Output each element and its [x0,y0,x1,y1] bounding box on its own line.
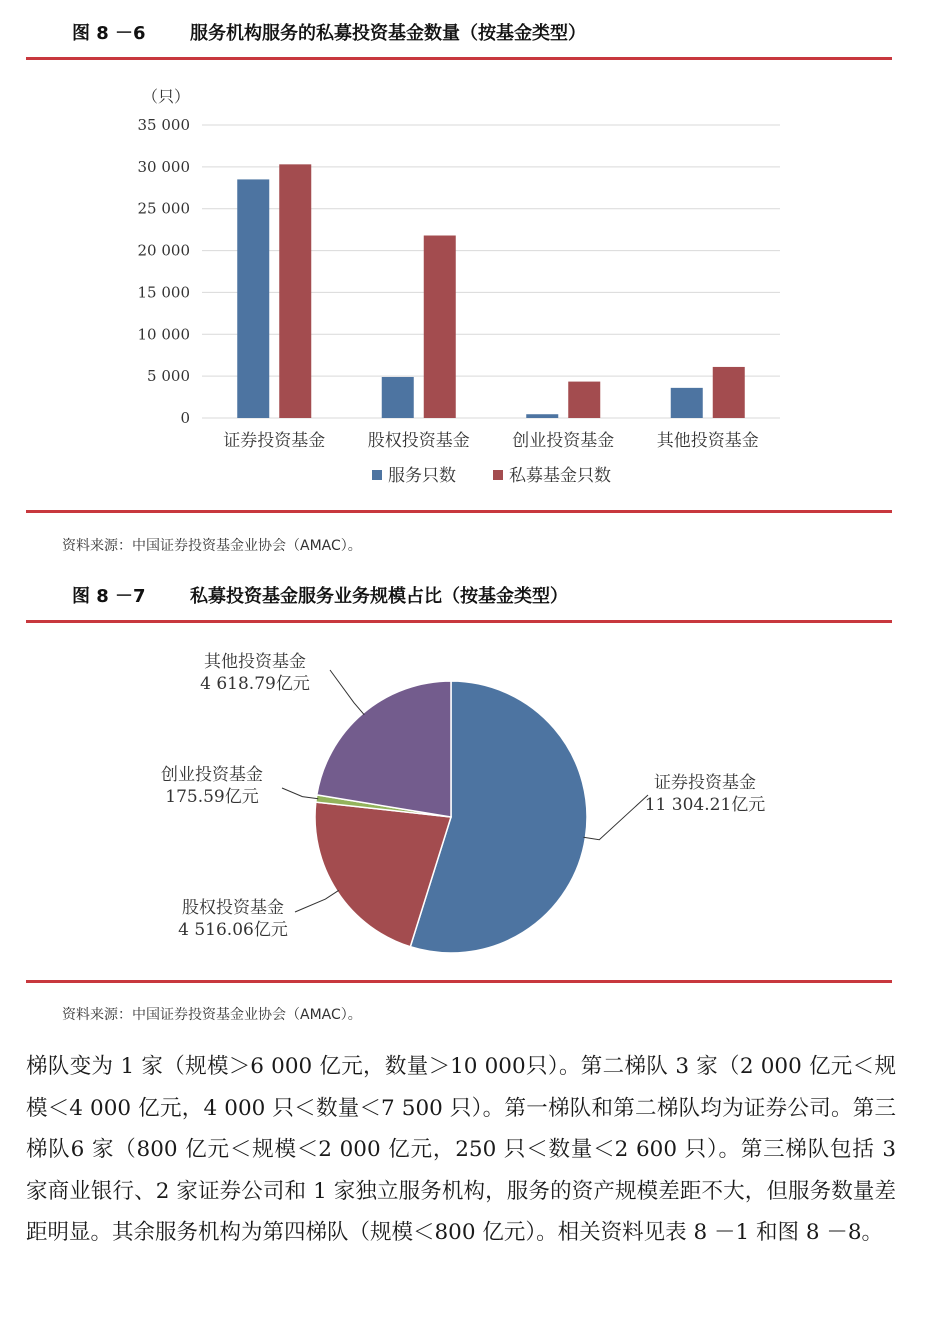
figure-7-bottom-rule [26,980,892,983]
figure-6-top-rule [26,57,892,60]
leader-line [330,670,364,715]
x-tick-label: 其他投资基金 [656,431,759,451]
y-tick-label: 15 000 [137,283,190,302]
legend-label: 私募基金只数 [509,466,611,486]
figure-6-caption: 服务机构服务的私募投资基金数量（按基金类型） [190,23,586,44]
slice-value-label: 4 516.06亿元 [178,920,288,940]
slice-value-label: 11 304.21亿元 [644,795,766,815]
x-tick-label: 证券投资基金 [223,431,326,451]
y-tick-label: 25 000 [137,199,190,218]
figure-7-source: 资料来源：中国证券投资基金业协会（AMAC）。 [62,1007,362,1023]
y-axis-unit-label: （只） [141,87,191,106]
figure-7-number: 图 8 －7 [72,586,146,607]
figure-6-title [72,19,586,45]
bar-fund-count [713,367,745,418]
pie-slice [317,681,451,817]
legend-swatch [372,470,382,480]
leader-line [583,795,648,840]
bar-service-count [382,377,414,418]
body-paragraph: 梯队变为 1 家（规模＞6 000 亿元，数量＞10 000只）。第二梯队 3 家（2 000 亿元＜规模＜4 000 亿元，4 000 只＜数量＜7 500 只）。第一梯队和第二梯队均为证券公司。第三梯队6 家（800 亿元＜规模＜2 000 亿元，250 只＜数量＜2 600 只）。第三梯队包括 3 家商业银行、2 家证券公司和 1 家独立服务机构，服务的资产规模差距不大，但服务数量差距明显。其余服务机构为第四梯队（规模＜800 亿元）。相关资料见表 8 －1 和图 8 －8。 [26,1054,896,1245]
legend-label: 服务只数 [388,466,456,486]
pie-chart [0,630,925,970]
y-tick-label: 0 [180,409,190,427]
bar-fund-count [568,382,600,418]
slice-name-label: 证券投资基金 [654,773,756,793]
bar-service-count [526,414,558,418]
figure-7-caption: 私募投资基金服务业务规模占比（按基金类型） [190,586,568,607]
bar-fund-count [279,164,311,418]
y-tick-label: 5 000 [147,367,190,386]
figure-7-title [72,582,568,608]
x-tick-label: 股权投资基金 [367,431,470,451]
figure-6-number: 图 8 －6 [72,23,146,44]
slice-name-label: 股权投资基金 [182,898,284,918]
bar-service-count [671,388,703,418]
slice-name-label: 创业投资基金 [161,765,263,785]
figure-6-source: 资料来源：中国证券投资基金业协会（AMAC）。 [62,538,362,554]
slice-value-label: 175.59亿元 [165,787,259,807]
figure-6-bottom-rule [26,510,892,513]
legend-swatch [493,470,503,480]
leader-line [282,788,318,799]
y-tick-label: 10 000 [137,325,190,344]
bar-chart [0,80,925,500]
slice-value-label: 4 618.79亿元 [200,674,310,694]
slice-name-label: 其他投资基金 [204,652,306,672]
y-tick-label: 20 000 [137,241,190,260]
bar-fund-count [424,236,456,418]
y-tick-label: 30 000 [137,157,190,176]
leader-line [295,890,339,912]
x-tick-label: 创业投资基金 [512,431,615,451]
bar-service-count [237,179,269,418]
y-tick-label: 35 000 [137,116,190,134]
figure-7-top-rule [26,620,892,623]
